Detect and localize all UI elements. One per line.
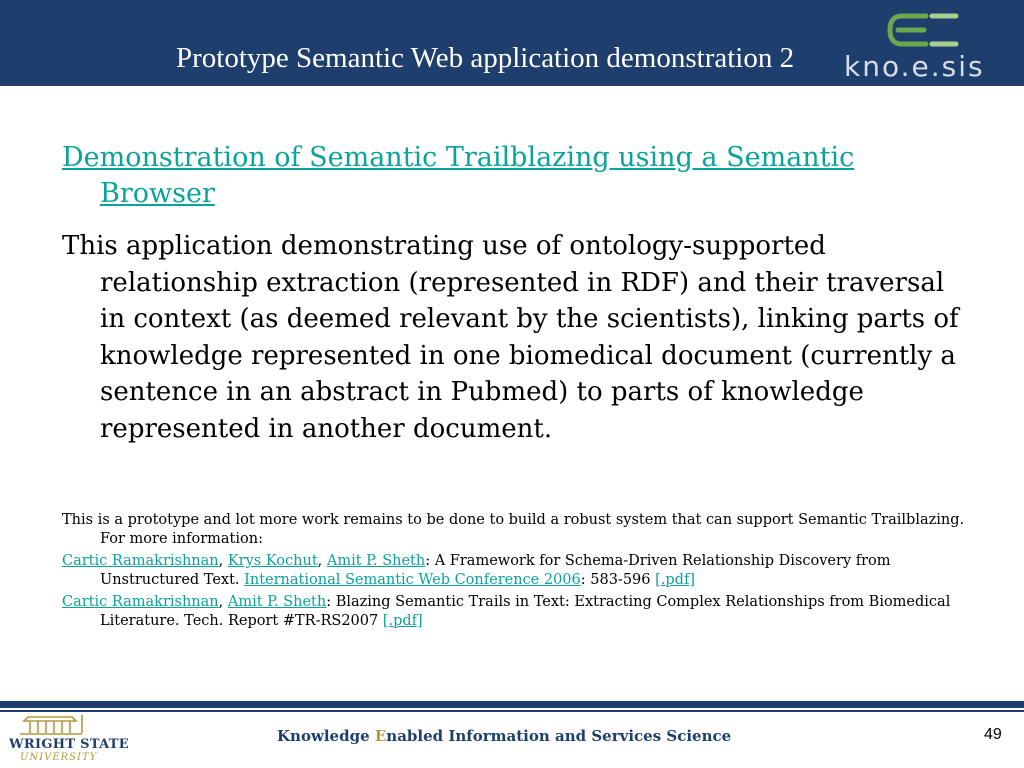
author-link[interactable]: Amit P. Sheth (326, 553, 426, 569)
header-bar (0, 0, 1024, 86)
tagline-part: Knowledge (277, 727, 375, 745)
prototype-note: This is a prototype and lot more work remains to be done to build a robust system that can support Semantic Trailblazing. For more information: (62, 512, 965, 547)
reference-text: : A Framework for Schema-Driven Relationship Discovery from Unstructured Text. (100, 553, 891, 588)
wright-state-logo (6, 713, 129, 767)
tagline-part: nabled Information and Services Science (386, 727, 732, 745)
logo-text: kno.e.sis (844, 50, 985, 83)
author-link[interactable]: Cartic Ramakrishnan (62, 594, 219, 610)
footer-tagline (277, 727, 731, 745)
pdf-link[interactable]: [.pdf] (655, 571, 695, 588)
demo-link[interactable]: Demonstration of Semantic Trailblazing using a Semantic Browser (62, 142, 855, 209)
author-link[interactable]: Amit P. Sheth (227, 594, 327, 610)
footer-divider (0, 710, 1024, 712)
university-subtitle: UNIVERSITY (20, 752, 98, 763)
separator: , (317, 553, 327, 569)
tagline-e: E (374, 727, 387, 745)
author-link[interactable]: Krys Kochut (227, 553, 318, 569)
reference-text: : Blazing Semantic Trails in Text: Extracting Complex Relationships from Biomedical Literature. Tech. Report #TR-RS2007 (100, 594, 951, 629)
reference-2 (62, 593, 967, 630)
separator: , (218, 553, 228, 569)
slide-content (62, 140, 967, 630)
description-paragraph: This application demonstrating use of ontology-supported relationship extraction (represented in RDF) and their traversal in context (as deemed relevant by the scientists), linking parts of knowledge represented in one biomedical document (currently a sentence in an abstract in Pubmed) to parts of knowledge represented in another document. (62, 231, 959, 444)
pdf-link[interactable]: [.pdf] (382, 612, 423, 629)
building-icon (6, 713, 96, 737)
slide-title: Prototype Semantic Web application demonstration 2 (176, 42, 795, 74)
university-name: WRIGHT STATE (9, 737, 129, 752)
reference-1 (62, 552, 967, 589)
knoesis-logo (838, 6, 1020, 82)
reference-pages: : 583-596 (580, 571, 656, 588)
venue-link[interactable]: International Semantic Web Conference 2006 (244, 571, 581, 588)
separator: , (218, 594, 228, 610)
author-link[interactable]: Cartic Ramakrishnan (62, 553, 219, 569)
footer-bar (0, 701, 1024, 708)
page-number: 49 (984, 726, 1002, 743)
